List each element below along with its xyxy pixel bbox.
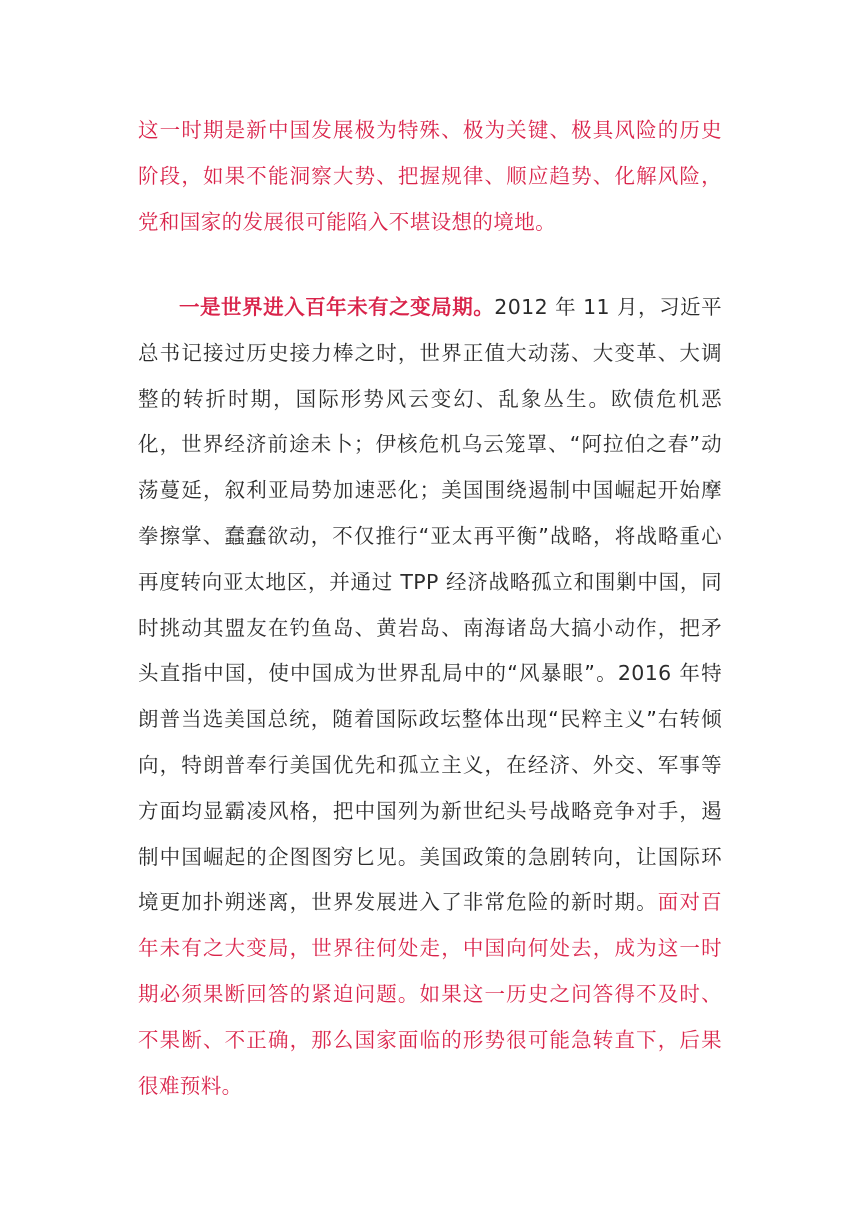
paragraph-body-text: 2012 年 11 月，习近平总书记接过历史接力棒之时，世界正值大动荡、大变革、大调整的转折时期，国际形势风云变幻、乱象丛生。欧债危机恶化，世界经济前途未卜；伊核危机乌云笼罩、“阿拉伯之春”动荡蔓延，叙利亚局势加速恶化；美国围绕遏制中国崛起开始摩拳擦掌、蠢蠢欲动，不仅推行“亚太再平衡”战略，将战略重心再度转向亚太地区，并通过 TPP 经济战略孤立和围剿中国，同时挑动其盟友在钓鱼岛、黄岩岛、南海诸岛大搞小动作，把矛头直指中国，使中国成为世界乱局中的“风暴眼”。2016 年特朗普当选美国总统，随着国际政坛整体出现“民粹主义”右转倾向，特朗普奉行美国优先和孤立主义，在经济、外交、军事等方面均显霸凌风格，把中国列为新世纪头号战略竞争对手，遏制中国崛起的企图图穷匕见。美国政策的急剧转向，让国际环境更加扑朔迷离，世界发展进入了非常危险的新时期。 [138,295,723,915]
paragraph-emphasis-text: 面对百年未有之大变局，世界往何处走，中国向何处去，成为这一时期必须果断回答的紧迫问题。如果这一历史之问答得不及时、不果断、不正确，那么国家面临的形势很可能急转直下，后果很难预料。 [138,890,722,1098]
body-paragraph [138,285,722,1109]
paragraph-lead-heading: 一是世界进入百年未有之变局期。 [179,295,495,319]
intro-paragraph: 这一时期是新中国发展极为特殊、极为关键、极具风险的历史阶段，如果不能洞察大势、把握规律、顺应趋势、化解风险，党和国家的发展很可能陷入不堪设想的境地。 [138,118,722,234]
